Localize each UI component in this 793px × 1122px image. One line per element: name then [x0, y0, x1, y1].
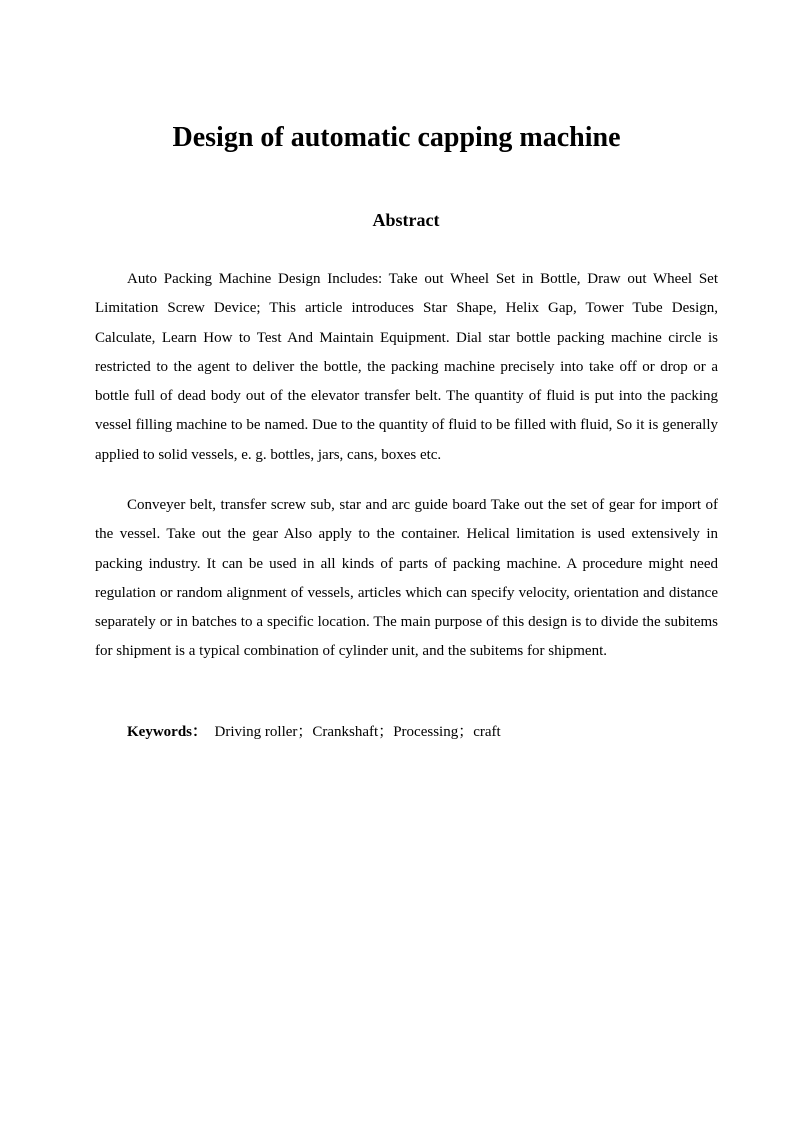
keywords-spacer — [207, 724, 215, 740]
abstract-paragraph-1: Auto Packing Machine Design Includes: Take out Wheel Set in Bottle, Draw out Wheel Set Limitation Screw Device; This article introduces Star Shape, Helix Gap, Tower Tube Design, Calculate, Learn How to Test And Maintain Equipment. Dial star bottle packing machine circle is restricted to the agent to deliver the bottle, the packing machine precisely into take off or drop or a bottle full of dead body out of the elevator transfer belt. The quantity of fluid is put into the packing vessel filling machine to be named. Due to the quantity of fluid to be filled with fluid, So it is generally applied to solid vessels, e. g. bottles, jars, cans, boxes etc. — [95, 271, 718, 463]
abstract-paragraph-2: Conveyer belt, transfer screw sub, star and arc guide board Take out the set of gear for import of the vessel. Take out the gear Also apply to the container. Helical limitation is used extensively in packing industry. It can be used in all kinds of parts of packing machine. A procedure might need regulation or random alignment of vessels, articles which can specify velocity, orientation and distance separately or in batches to a specific location. The main purpose of this design is to divide the subitems for shipment is a typical combination of cylinder unit, and the subitems for shipment. — [95, 497, 718, 660]
page-title: Design of automatic capping machine — [172, 122, 621, 153]
keywords-list: Driving roller；Crankshaft；Processing；craft — [214, 724, 501, 740]
keywords-line — [127, 719, 718, 745]
keywords-label: Keywords： — [127, 724, 207, 740]
abstract-heading: Abstract — [372, 210, 440, 230]
